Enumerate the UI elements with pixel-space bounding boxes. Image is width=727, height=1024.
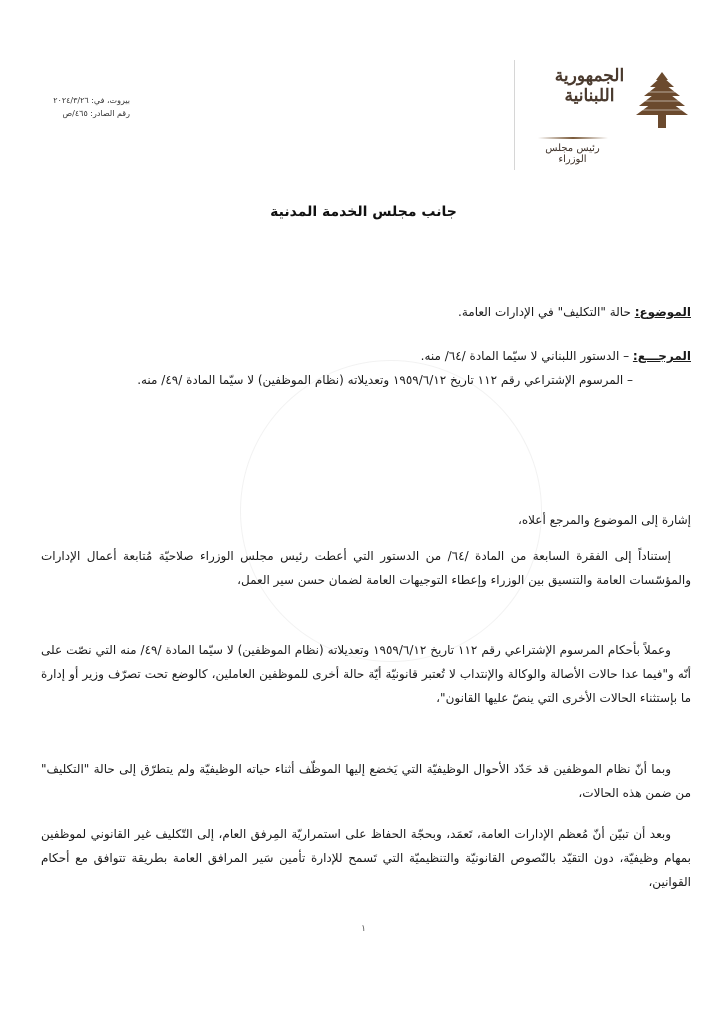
body-paragraph: إشارة إلى الموضوع والمرجع أعلاه، bbox=[517, 513, 691, 527]
body-paragraph: وبما أنّ نظام الموظفين قد حَدّد الأحوال الوظيفيّة التي يَخضع إليها الموظّف أثناء حياته الوظيفيّة ولم يتطرّق إلى حالة "التكليف" من ضمن هذه الحالات، bbox=[41, 762, 691, 800]
references-label: المرجـــع: bbox=[632, 349, 691, 363]
document-meta bbox=[30, 94, 130, 120]
letterhead-title bbox=[547, 66, 632, 106]
subject-label: الموضوع: bbox=[634, 305, 691, 319]
reference-item: – المرسوم الإشتراعي رقم ١١٢ تاريخ ١٩٥٩/٦/١٢ وتعديلاته (نظام الموظفين) لا سيّما المادة /٤٩/ منه. bbox=[137, 373, 633, 387]
page-number: ١ bbox=[361, 924, 366, 934]
subject-line bbox=[41, 300, 691, 324]
letterhead-subtitle: رئيس مجلس الوزراء bbox=[545, 143, 600, 165]
letterhead-title-line1: الجمهورية bbox=[554, 66, 625, 86]
body-paragraph: وبعد أن تبيّن أنّ مُعظم الإدارات العامة، تَعمَد، وبحجّة الحفاظ على استمراريّة المِرفق العام، إلى التّكليف غير القانوني لموظفين بمهام وظيفيّة، دون التقيّد بالنّصوص القانونيّة والتنظيميّة التي تَسمح للإدارة تأمين سَير المرافق العامة بطريقة تتوافق مع أحكام القوانين، bbox=[41, 827, 691, 889]
reference-number: رقم الصادر: ٤٦٥/ص bbox=[62, 109, 130, 118]
references bbox=[41, 344, 691, 392]
body-paragraph: وعملاً بأحكام المرسوم الإشتراعي رقم ١١٢ تاريخ ١٩٥٩/٦/١٢ وتعديلاته (نظام الموظفين) لا سيّما المادة /٤٩/ منه التي نصّت على أنّه و"فيما عدا حالات الأصالة والوكالة والإنتداب لا تُعتبر قانونيّة أيّة حالة أخرى للموظفين العاملين، كالوضع تحت تصرّف وزير أو إدارة ما بإستثناء الحالات الأخرى التي ينصّ عليها القانون"، bbox=[41, 643, 691, 705]
letterhead-title-line2: اللبنانية bbox=[564, 86, 615, 106]
cedar-tree-icon bbox=[636, 70, 688, 130]
body-paragraph: إستناداً إلى الفقرة السابعة من المادة /٦٤/ من الدستور التي أعطت رئيس مجلس الوزراء صلاحيّة مُتابعة أعمال الإدارات والمؤسّسات العامة والتنسيق بين الوزراء وإعطاء التوجيهات العامة لضمان حسن سير العمل، bbox=[41, 549, 691, 587]
subject-text: حالة "التكليف" في الإدارات العامة. bbox=[458, 305, 635, 319]
reference-item: – الدستور اللبناني لا سيّما المادة /٦٤/ منه. bbox=[420, 349, 630, 363]
place-date: بيروت، في: ٢٠٢٤/٣/٢٦ bbox=[53, 96, 130, 105]
addressee: جانب مجلس الخدمة المدنية bbox=[270, 204, 457, 220]
letterhead-divider bbox=[514, 60, 515, 170]
letterhead-rule bbox=[538, 137, 608, 139]
